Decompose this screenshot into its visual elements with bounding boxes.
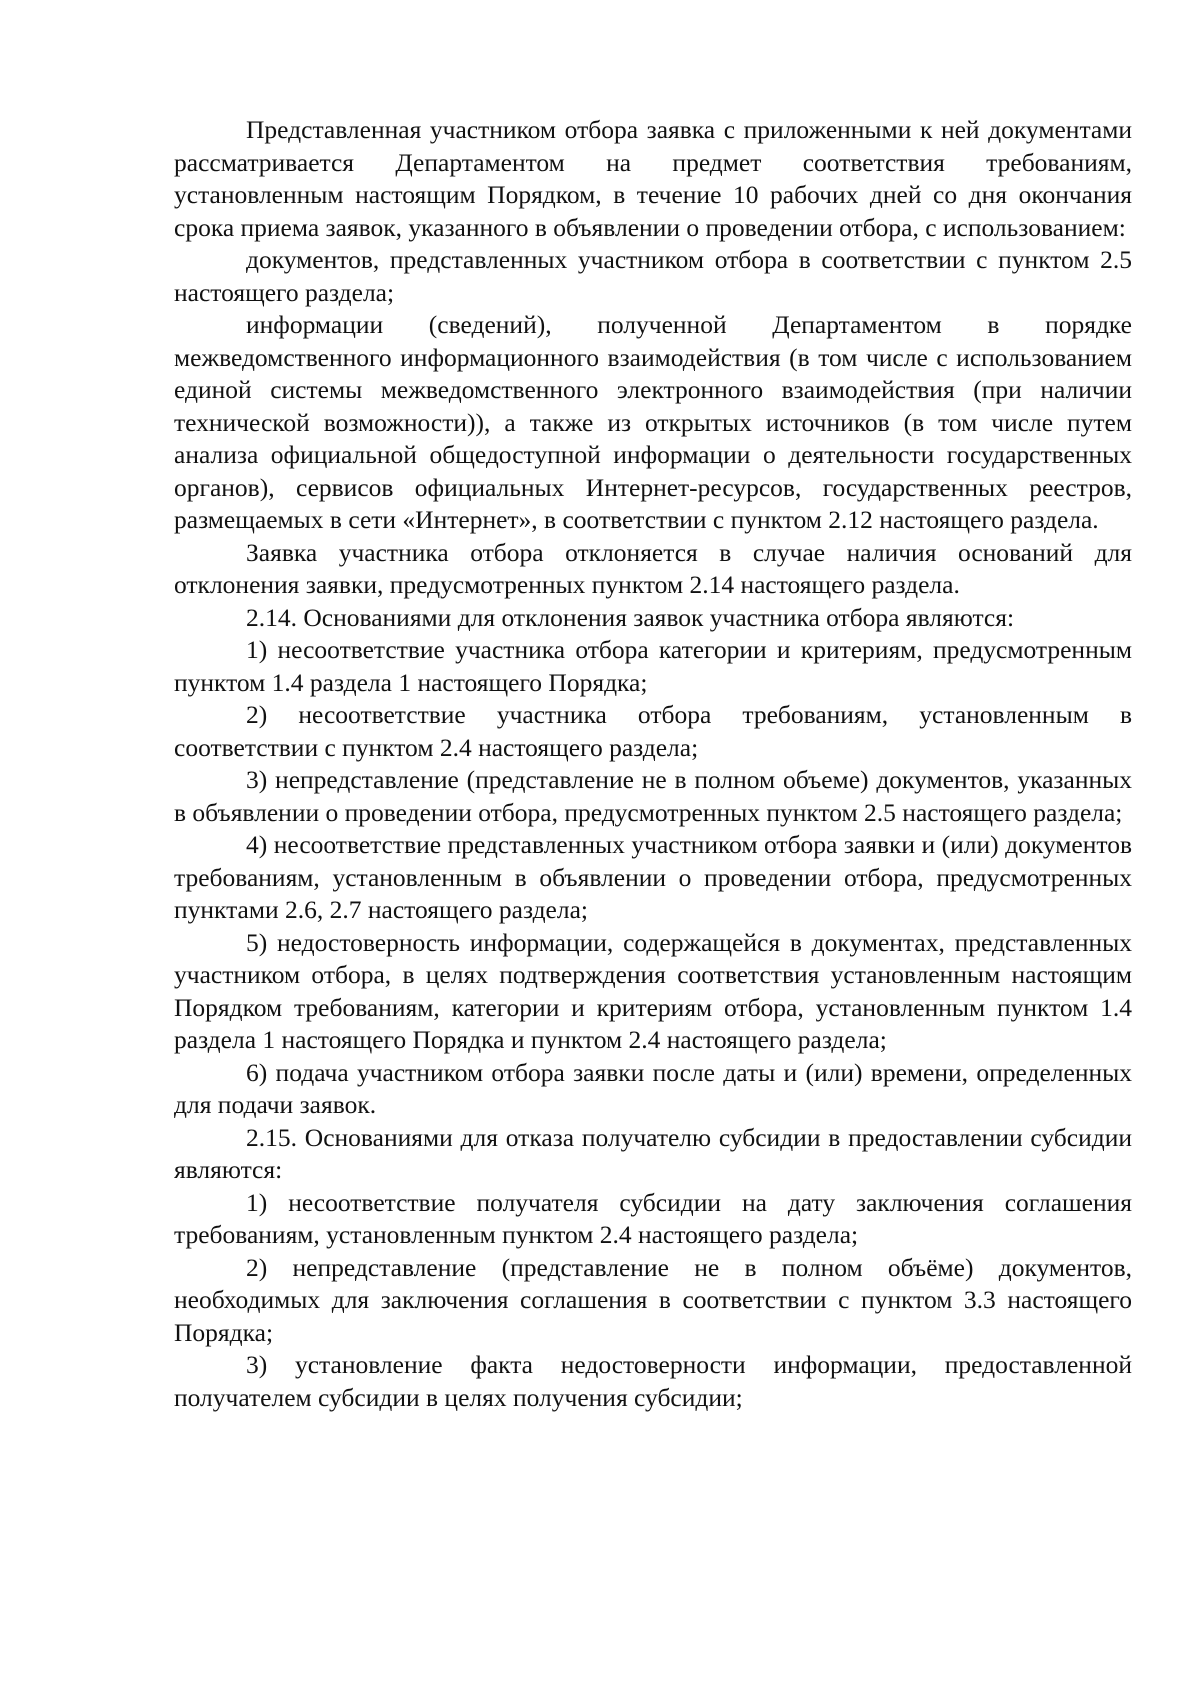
list-item-2-14-5: 5) недостоверность информации, содержащейся в документах, представленных участником отбора, в целях подтверждения соответствия установленным настоящим Порядком требованиям, категории и критериям отбора, установленным пунктом 1.4 раздела 1 настоящего Порядка и пунктом 2.4 настоящего раздела; — [174, 927, 1132, 1054]
list-item-2-15-2: 2) непредставление (представление не в полном объёме) документов, необходимых для заключения соглашения в соответствии с пунктом 3.3 настоящего Порядка; — [174, 1252, 1132, 1347]
list-item-2-14-2: 2) несоответствие участника отбора требованиям, установленным в соответствии с пунктом 2.4 настоящего раздела; — [174, 700, 1132, 762]
paragraph-clause-2-15: 2.15. Основаниями для отказа получателю субсидии в предоставлении субсидии являются: — [174, 1122, 1132, 1184]
list-item-2-15-3: 3) установление факта недостоверности информации, предоставленной получателем субсидии в целях получения субсидии; — [174, 1350, 1132, 1412]
list-item-2-14-4: 4) несоответствие представленных участником отбора заявки и (или) документов требованиям, установленным в объявлении о проведении отбора, предусмотренных пунктами 2.6, 2.7 настоящего раздела; — [174, 830, 1132, 924]
list-item-2-15-1: 1) несоответствие получателя субсидии на дату заключения соглашения требованиям, установленным пунктом 2.4 настоящего раздела; — [174, 1187, 1132, 1249]
list-item-2-14-3: 3) непредставление (представление не в полном объеме) документов, указанных в объявлении о проведении отбора, предусмотренных пунктом 2.5 настоящего раздела; — [174, 765, 1132, 827]
paragraph-review-application: Представленная участником отбора заявка с приложенными к ней документами рассматривается Департаментом на предмет соответствия требованиям, установленным настоящим Порядком, в течение 10 рабочих дней со дня окончания срока приема заявок, указанного в объявлении о проведении отбора, с использованием: — [174, 115, 1132, 242]
list-item-2-14-1: 1) несоответствие участника отбора категории и критериям, предусмотренным пунктом 1.4 раздела 1 настоящего Порядка; — [174, 635, 1132, 697]
paragraph-clause-2-14: 2.14. Основаниями для отклонения заявок участника отбора являются: — [246, 602, 1015, 632]
paragraph-documents-clause-2-5: документов, представленных участником отбора в соответствии с пунктом 2.5 настоящего раздела; — [174, 245, 1132, 307]
document-body — [174, 114, 1132, 1414]
paragraph-application-rejection: Заявка участника отбора отклоняется в случае наличия оснований для отклонения заявки, предусмотренных пунктом 2.14 настоящего раздела. — [174, 537, 1132, 599]
paragraph-interagency-information: информации (сведений), полученной Департаментом в порядке межведомственного информационного взаимодействия (в том числе с использованием единой системы межведомственного электронного взаимодействия (при наличии технической возможности)), а также из открытых источников (в том числе путем анализа официальной общедоступной информации о деятельности государственных органов), сервисов официальных Интернет-ресурсов, государственных реестров, размещаемых в сети «Интернет», в соответствии с пунктом 2.12 настоящего раздела. — [174, 310, 1132, 534]
list-item-2-14-6: 6) подача участником отбора заявки после даты и (или) времени, определенных для подачи заявок. — [174, 1057, 1132, 1119]
